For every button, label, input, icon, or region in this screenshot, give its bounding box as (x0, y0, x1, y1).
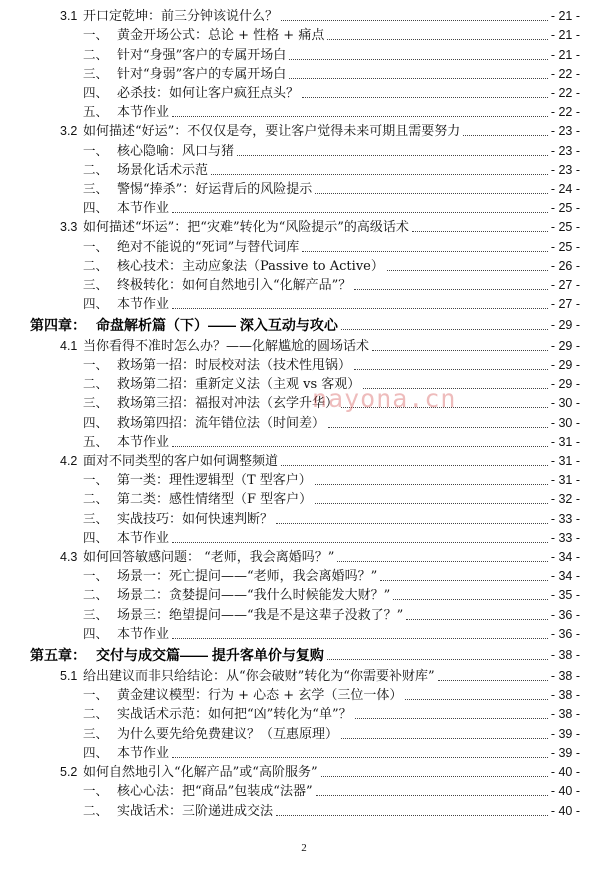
toc-item-number: 二、 (83, 48, 109, 62)
toc-section-number: 4.2 (60, 454, 78, 468)
toc-section-row[interactable] (0, 217, 608, 236)
toc-item-row[interactable] (0, 83, 608, 102)
toc-item-number: 四、 (83, 531, 109, 545)
dot-leader (387, 270, 548, 271)
toc-section-title: 面对不同类型的客户如何调整频道 (83, 454, 279, 469)
toc-section-number: 5.1 (60, 669, 78, 683)
toc-item-number: 三、 (83, 182, 109, 196)
toc-item-row[interactable] (0, 374, 608, 393)
dot-leader (172, 212, 548, 213)
toc-section-title: 如何描述“坏运”：把“灾难”转化为“风险提示”的高级话术 (83, 220, 409, 235)
toc-item-number: 四、 (83, 416, 109, 430)
toc-page-number: - 36 - (550, 627, 580, 641)
dot-leader (327, 39, 547, 40)
dot-leader (276, 815, 548, 816)
dot-leader (380, 580, 548, 581)
toc-item-title: 救场第一招：时辰校对法（技术性甩锅） (117, 358, 352, 373)
toc-page-number: - 33 - (550, 512, 580, 526)
dot-leader (341, 329, 548, 330)
toc-item-row[interactable] (0, 198, 608, 217)
toc-page-number: - 38 - (550, 648, 580, 662)
toc-item-row[interactable] (0, 355, 608, 374)
toc-item-row[interactable] (0, 470, 608, 489)
dot-leader (281, 465, 548, 466)
toc-item-title: 核心技术：主动应象法（Passive to Active） (117, 259, 384, 274)
page-number: 2 (301, 842, 307, 854)
toc-page-number: - 21 - (550, 9, 580, 23)
dot-leader (321, 776, 548, 777)
dot-leader (172, 638, 548, 639)
dot-leader (281, 20, 548, 21)
toc-item-number: 四、 (83, 297, 109, 311)
toc-section-row[interactable] (0, 666, 608, 685)
toc-section-title: 开口定乾坤：前三分钟该说什么？ (83, 9, 279, 24)
toc-section-row[interactable] (0, 762, 608, 781)
dot-leader (354, 369, 548, 370)
dot-leader (172, 542, 548, 543)
toc-page-number: - 29 - (550, 318, 580, 332)
toc-section-number: 3.1 (60, 9, 78, 23)
toc-chapter-number: 第五章： (30, 647, 86, 663)
toc-item-title: 核心隐喻：风口与猪 (117, 144, 235, 159)
toc-section-title: 当你看得不准时怎么办？——化解尴尬的圆场话术 (83, 339, 370, 354)
toc-item-title: 实战话术：三阶递进成交法 (117, 804, 274, 819)
toc-item-title: 为什么要先给免费建议？（互惠原理） (117, 727, 339, 742)
dot-leader (315, 484, 548, 485)
toc-page-number: - 39 - (550, 727, 580, 741)
toc-item-title: 本节作业 (117, 435, 170, 450)
toc-page-number: - 29 - (550, 339, 580, 353)
dot-leader (172, 757, 548, 758)
dot-leader (302, 251, 548, 252)
toc-item-title: 针对“身强”客户的专属开场白 (117, 48, 287, 63)
toc-item-row[interactable] (0, 102, 608, 121)
toc-section-row[interactable] (0, 336, 608, 355)
toc-item-number: 一、 (83, 240, 109, 254)
toc-item-number: 二、 (83, 804, 109, 818)
dot-leader (276, 523, 548, 524)
toc-item-row[interactable] (0, 801, 608, 820)
dot-leader (328, 427, 548, 428)
toc-item-number: 三、 (83, 727, 109, 741)
toc-item-row[interactable] (0, 585, 608, 604)
toc-item-title: 本节作业 (117, 201, 170, 216)
toc-item-row[interactable] (0, 413, 608, 432)
toc-page-number: - 34 - (550, 550, 580, 564)
toc-page-number: - 33 - (550, 531, 580, 545)
dot-leader (289, 59, 548, 60)
toc-item-number: 一、 (83, 784, 109, 798)
toc-item-row[interactable] (0, 566, 608, 585)
toc-item-number: 三、 (83, 512, 109, 526)
toc-page-number: - 38 - (550, 707, 580, 721)
dot-leader (463, 135, 548, 136)
toc-item-row[interactable] (0, 704, 608, 723)
toc-item-number: 四、 (83, 201, 109, 215)
toc-item-row[interactable] (0, 25, 608, 44)
toc-page-number: - 31 - (550, 454, 580, 468)
toc-item-title: 终极转化：如何自然地引入“化解产品”？ (117, 278, 352, 293)
toc-section-row[interactable] (0, 451, 608, 470)
toc-item-row[interactable] (0, 45, 608, 64)
toc-page-number: - 23 - (550, 163, 580, 177)
toc-page-number: - 35 - (550, 588, 580, 602)
toc-item-title: 本节作业 (117, 746, 170, 761)
toc-page-number: - 26 - (550, 259, 580, 273)
toc-item-title: 第一类：理性逻辑型（T 型客户） (117, 473, 312, 488)
toc-page-number: - 38 - (550, 669, 580, 683)
toc-item-title: 针对“身弱”客户的专属开场白 (117, 67, 287, 82)
dot-leader (315, 503, 548, 504)
watermark-text: nayona.cn (312, 384, 457, 413)
toc-item-row[interactable] (0, 509, 608, 528)
toc-page-number: - 40 - (550, 804, 580, 818)
toc-item-row[interactable] (0, 605, 608, 624)
toc-item-row[interactable] (0, 489, 608, 508)
toc-item-title: 救场第三招：福报对冲法（玄学升华） (117, 396, 339, 411)
toc-item-title: 第二类：感性情绪型（F 型客户） (117, 492, 313, 507)
toc-item-title: 本节作业 (117, 105, 170, 120)
toc-page-number: - 21 - (550, 28, 580, 42)
dot-leader (172, 308, 548, 309)
toc-page-number: - 39 - (550, 746, 580, 760)
toc-chapter-number: 第四章： (30, 317, 86, 333)
toc-item-number: 二、 (83, 259, 109, 273)
toc-page-number: - 21 - (550, 48, 580, 62)
toc-page-number: - 30 - (550, 396, 580, 410)
toc-item-title: 救场第二招：重新定义法（主观 vs 客观） (117, 377, 361, 392)
toc-item-title: 必杀技：如何让客户疯狂点头？ (117, 86, 300, 101)
toc-section-number: 3.2 (60, 124, 78, 138)
dot-leader (393, 599, 548, 600)
toc-item-number: 一、 (83, 144, 109, 158)
toc-item-title: 场景一：死亡提问——“老师，我会离婚吗？” (117, 569, 378, 584)
toc-item-row[interactable] (0, 64, 608, 83)
toc-page-number: - 29 - (550, 377, 580, 391)
toc-item-number: 一、 (83, 569, 109, 583)
toc-item-number: 二、 (83, 163, 109, 177)
dot-leader (405, 699, 547, 700)
dot-leader (172, 116, 548, 117)
toc-item-number: 二、 (83, 492, 109, 506)
dot-leader (372, 350, 548, 351)
toc-item-row[interactable] (0, 141, 608, 160)
toc-item-title: 救场第四招：流年错位法（时间差） (117, 416, 326, 431)
toc-section-row[interactable] (0, 547, 608, 566)
dot-leader (172, 446, 548, 447)
toc-item-number: 五、 (83, 435, 109, 449)
toc-item-row[interactable] (0, 724, 608, 743)
toc-page-number: - 32 - (550, 492, 580, 506)
toc-item-title: 场景二：贪婪提问——“我什么时候能发大财？” (117, 588, 391, 603)
dot-leader (337, 561, 547, 562)
toc-page-number: - 38 - (550, 688, 580, 702)
toc-item-row[interactable] (0, 781, 608, 800)
toc-item-number: 一、 (83, 688, 109, 702)
toc-page-number: - 22 - (550, 105, 580, 119)
dot-leader (438, 680, 548, 681)
toc-section-row[interactable] (0, 6, 608, 25)
toc-chapter-title: 交付与成交篇—— 提升客单价与复购 (96, 647, 324, 663)
toc-item-number: 四、 (83, 86, 109, 100)
toc-item-number: 二、 (83, 707, 109, 721)
toc-item-title: 本节作业 (117, 627, 170, 642)
dot-leader (302, 97, 548, 98)
toc-item-title: 本节作业 (117, 297, 170, 312)
toc-page-number: - 36 - (550, 608, 580, 622)
dot-leader (289, 78, 548, 79)
toc-item-title: 实战技巧：如何快速判断？ (117, 512, 274, 527)
dot-leader (211, 174, 548, 175)
toc-item-title: 警惕“捧杀”：好运背后的风险提示 (117, 182, 313, 197)
toc-page-number: - 30 - (550, 416, 580, 430)
toc-item-number: 三、 (83, 278, 109, 292)
toc-page-number: - 22 - (550, 86, 580, 100)
toc-page-number: - 24 - (550, 182, 580, 196)
toc-chapter-row[interactable] (0, 645, 608, 664)
toc-section-number: 4.3 (60, 550, 78, 564)
toc-item-number: 四、 (83, 746, 109, 760)
toc-item-row[interactable] (0, 160, 608, 179)
toc-item-title: 实战话术示范：如何把“凶”转化为“单”？ (117, 707, 352, 722)
toc-item-title: 黄金建议模型：行为 + 心态 + 玄学（三位一体） (117, 688, 403, 703)
toc-page-number: - 29 - (550, 358, 580, 372)
toc-item-number: 一、 (83, 28, 109, 42)
toc-item-row[interactable] (0, 275, 608, 294)
toc-item-row[interactable] (0, 256, 608, 275)
dot-leader (355, 718, 548, 719)
toc-page-number: - 25 - (550, 240, 580, 254)
toc-item-title: 本节作业 (117, 531, 170, 546)
toc-section-number: 3.3 (60, 220, 78, 234)
toc-section-row[interactable] (0, 121, 608, 140)
toc-page-number: - 25 - (550, 220, 580, 234)
toc-page-number: - 27 - (550, 278, 580, 292)
toc-item-number: 二、 (83, 377, 109, 391)
toc-item-row[interactable] (0, 393, 608, 412)
toc-item-number: 四、 (83, 627, 109, 641)
toc-section-title: 如何回答敏感问题： “老师，我会离婚吗？” (83, 550, 335, 565)
dot-leader (316, 795, 548, 796)
toc-section-number: 4.1 (60, 339, 78, 353)
toc-page-number: - 31 - (550, 473, 580, 487)
toc-section-title: 如何自然地引入“化解产品”或“高阶服务” (83, 765, 318, 780)
dot-leader (237, 155, 548, 156)
toc-item-number: 三、 (83, 67, 109, 81)
dot-leader (412, 231, 548, 232)
toc-item-title: 场景三：绝望提问——“我是不是这辈子没救了？” (117, 608, 404, 623)
toc-chapter-row[interactable] (0, 315, 608, 334)
toc-chapter-title: 命盘解析篇（下）—— 深入互动与攻心 (96, 317, 338, 333)
toc-item-row[interactable] (0, 294, 608, 313)
toc-page-number: - 27 - (550, 297, 580, 311)
toc-item-title: 绝对不能说的“死词”与替代词库 (117, 240, 300, 255)
dot-leader (354, 289, 548, 290)
toc-item-title: 场景化话术示范 (117, 163, 209, 178)
toc-page-number: - 22 - (550, 67, 580, 81)
toc-item-number: 五、 (83, 105, 109, 119)
dot-leader (327, 659, 548, 660)
toc-item-row[interactable] (0, 179, 608, 198)
toc-item-title: 黄金开场公式：总论 + 性格 + 痛点 (117, 28, 325, 43)
toc-page-number: - 23 - (550, 124, 580, 138)
toc-page-number: - 40 - (550, 765, 580, 779)
toc-item-row[interactable] (0, 743, 608, 762)
toc-section-title: 给出建议而非只给结论：从“你会破财”转化为“你需要补财库” (83, 669, 435, 684)
toc-page-number: - 40 - (550, 784, 580, 798)
toc-item-row[interactable] (0, 624, 608, 643)
toc-item-row[interactable] (0, 528, 608, 547)
toc-item-row[interactable] (0, 685, 608, 704)
toc-page-number: - 25 - (550, 201, 580, 215)
toc-page-number: - 23 - (550, 144, 580, 158)
toc-item-number: 二、 (83, 588, 109, 602)
toc-page-number: - 31 - (550, 435, 580, 449)
dot-leader (315, 193, 548, 194)
toc-item-number: 一、 (83, 473, 109, 487)
dot-leader (341, 738, 548, 739)
toc-item-row[interactable] (0, 237, 608, 256)
toc-section-title: 如何描述“好运”：不仅仅是夸，要让客户觉得未来可期且需要努力 (83, 124, 461, 139)
toc-page-number: - 34 - (550, 569, 580, 583)
toc-item-title: 核心心法：把“商品”包装成“法器” (117, 784, 313, 799)
dot-leader (406, 619, 548, 620)
toc-item-number: 一、 (83, 358, 109, 372)
toc-item-number: 三、 (83, 608, 109, 622)
toc-section-number: 5.2 (60, 765, 78, 779)
toc-item-number: 三、 (83, 396, 109, 410)
toc-item-row[interactable] (0, 432, 608, 451)
